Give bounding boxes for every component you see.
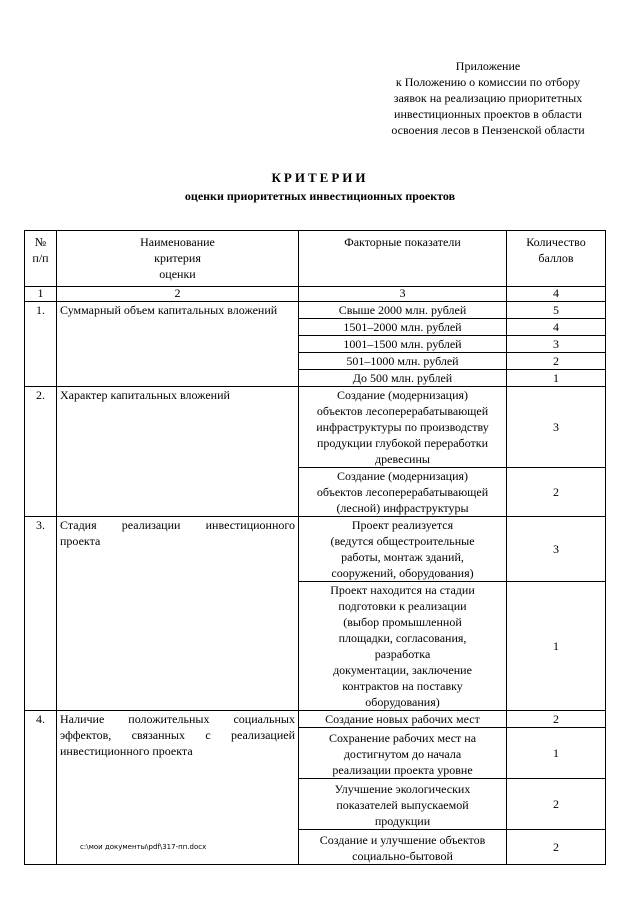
col-number: 2 <box>57 287 299 302</box>
indicator-cell: Сохранение рабочих мест на достигнутом до начала реализации проекта уровне <box>299 728 507 779</box>
indicator-cell: Проект находится на стадии подготовки к реализации (выбор промышленной площадки, согласования, разработка документации, заключение контрактов на поставку оборудования) <box>299 582 507 711</box>
appendix-line: Приложение <box>455 59 521 73</box>
column-numbers-row <box>25 287 606 302</box>
indicator-cell: Создание (модернизация) объектов лесоперерабатывающей инфраструктуры по производству продукции глубокой переработки древесины <box>299 387 507 468</box>
points-cell: 3 <box>507 336 606 353</box>
points-cell: 2 <box>507 468 606 517</box>
indicator-cell: Создание и улучшение объектов социально-бытовой <box>299 830 507 865</box>
col-number: 3 <box>299 287 507 302</box>
indicator-cell: 1001–1500 млн. рублей <box>299 336 507 353</box>
indicator-cell: 501–1000 млн. рублей <box>299 353 507 370</box>
points-cell: 2 <box>507 711 606 728</box>
appendix-block <box>370 58 606 138</box>
criterion-cell: Наличие положительных социальных эффектов, связанных с реализацией инвестиционного проекта <box>57 711 299 865</box>
points-cell: 1 <box>507 728 606 779</box>
indicator-cell: 1501–2000 млн. рублей <box>299 319 507 336</box>
header-indicators: Факторные показатели <box>299 231 507 287</box>
header-num: № п/п <box>25 231 57 287</box>
table-row <box>25 517 606 582</box>
header-criterion: Наименование критерия оценки <box>57 231 299 287</box>
document-subtitle: оценки приоритетных инвестиционных проектов <box>184 189 456 203</box>
points-cell: 1 <box>507 582 606 711</box>
criterion-cell: Характер капитальных вложений <box>57 387 299 517</box>
indicator-cell: Улучшение экологических показателей выпускаемой продукции <box>299 779 507 830</box>
criteria-table <box>24 230 606 865</box>
header-points: Количество баллов <box>507 231 606 287</box>
document-title: КРИТЕРИИ <box>271 170 369 185</box>
points-cell: 2 <box>507 779 606 830</box>
points-cell: 4 <box>507 319 606 336</box>
table-row <box>25 387 606 468</box>
criterion-cell: Суммарный объем капитальных вложений <box>57 302 299 387</box>
col-number: 4 <box>507 287 606 302</box>
table-row <box>25 302 606 319</box>
points-cell: 5 <box>507 302 606 319</box>
col-number: 1 <box>25 287 57 302</box>
indicator-cell: Создание новых рабочих мест <box>299 711 507 728</box>
indicator-cell: Создание (модернизация) объектов лесоперерабатывающей (лесной) инфраструктуры <box>299 468 507 517</box>
table-header-row <box>25 231 606 287</box>
points-cell: 2 <box>507 353 606 370</box>
table-row <box>25 711 606 728</box>
points-cell: 3 <box>507 387 606 468</box>
appendix-line: освоения лесов в Пензенской области <box>391 123 585 137</box>
indicator-cell: До 500 млн. рублей <box>299 370 507 387</box>
appendix-line: инвестиционных проектов в области <box>394 107 582 121</box>
indicator-cell: Проект реализуется (ведутся общестроительные работы, монтаж зданий, сооружений, оборудования) <box>299 517 507 582</box>
points-cell: 1 <box>507 370 606 387</box>
row-num: 2. <box>25 387 57 517</box>
criterion-cell: Стадия реализации инвестиционного проекта <box>57 517 299 711</box>
points-cell: 2 <box>507 830 606 865</box>
row-num: 4. <box>25 711 57 865</box>
appendix-line: к Положению о комиссии по отбору <box>395 75 581 89</box>
points-cell: 3 <box>507 517 606 582</box>
appendix-line: заявок на реализацию приоритетных <box>393 91 583 105</box>
file-path-footer: c:\мои документы\pdf\317-пп.docx <box>80 843 207 851</box>
indicator-cell: Свыше 2000 млн. рублей <box>299 302 507 319</box>
row-num: 3. <box>25 517 57 711</box>
row-num: 1. <box>25 302 57 387</box>
